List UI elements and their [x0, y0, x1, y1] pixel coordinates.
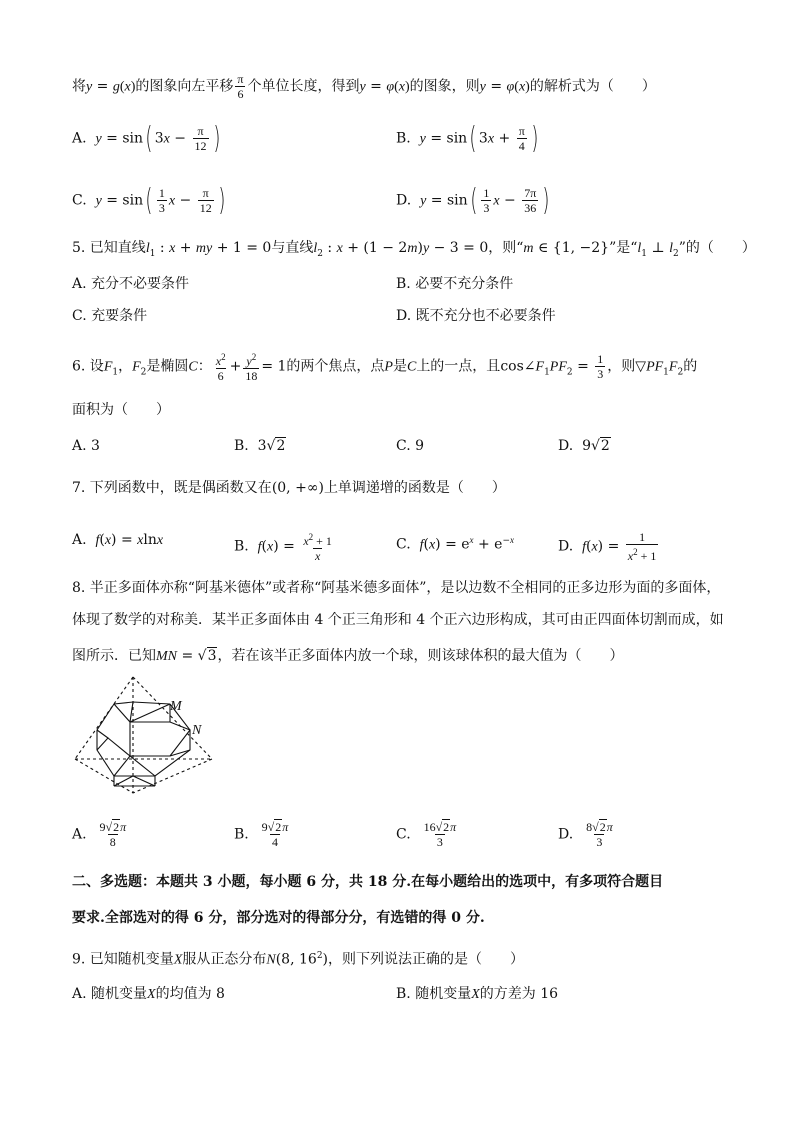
- q8-option-d[interactable]: D. $\frac{8√2\pi}{3}$: [558, 820, 613, 849]
- intro-mid1: 的图象向左平移: [135, 78, 234, 95]
- option-label: B.: [234, 438, 249, 454]
- question-6-stem: 6. 设$F_1$，$F_2$是椭圆C： $\frac{x^2}{6}$ + $\frac{y^2}{18}$ = 1的两个焦点，点P是C上的一点，且$\cos\angle F_1PF_2$ = $\frac{1}{3}$ ，则$▽PF_1F_2$的: [72, 352, 698, 383]
- q6-stem-pre: 6. 设: [72, 358, 104, 375]
- label-n: N: [192, 723, 202, 738]
- q7-option-a[interactable]: A. f(x) = xlnx: [72, 532, 164, 548]
- question-4-stem: 将y = g(x)的图象向左平移 $\frac{\pi}{6}$ 个单位长度，得到y = φ(x)的图象，则y = φ(x)的解析式为（ ）: [72, 72, 656, 101]
- q6-stem-mid2: 的两个焦点，点: [286, 358, 385, 375]
- section-2-heading-line2: 要求.全部选对的得 6 分，部分选对的得部分分，有选错的得 0 分.: [72, 910, 485, 926]
- q9-stem-pre: 9. 已知随机变量: [72, 951, 174, 968]
- q4-option-b[interactable]: B. y = sin( 3x + $\frac{\pi}{4}$ ): [396, 120, 539, 156]
- q6-stem-line2: 面积为（ ）: [72, 402, 170, 418]
- q4-option-d[interactable]: D. y = sin( $\frac{1}{3}$ x − $\frac{7\pi}{36}$ ): [396, 182, 550, 218]
- option-label: C.: [72, 192, 87, 209]
- intro-mid3: 的图象，则: [409, 78, 480, 95]
- q8-option-a[interactable]: A. $\frac{9√2\pi}{8}$: [72, 820, 127, 849]
- q6-option-c[interactable]: C. 9: [396, 438, 425, 454]
- option-label: A.: [72, 826, 87, 843]
- question-7-stem: 7. 下列函数中，既是偶函数又在(0, +∞)上单调递增的函数是（ ）: [72, 480, 506, 496]
- q9-opt-b-pre: B. 随机变量: [396, 986, 472, 1002]
- q6-option-d[interactable]: D. 9√2: [558, 438, 610, 454]
- label-m: M: [170, 699, 182, 714]
- option-label: B.: [396, 130, 411, 147]
- question-9-stem: 9. 已知随机变量X服从正态分布N(8, $16^2$)，则下列说法正确的是（ ）: [72, 951, 525, 968]
- q5-option-a[interactable]: A. 充分不必要条件: [72, 276, 190, 292]
- q8-option-b[interactable]: B. $\frac{9√2\pi}{4}$: [234, 820, 289, 849]
- q8-line3-post: ，若在该半正多面体内放一个球，则该球体积的最大值为（ ）: [217, 648, 624, 664]
- q8-line-2: 体现了数学的对称美．某半正多面体由 4 个正三角形和 4 个正六边形构成，其可由正四面体切割而成，如: [72, 612, 724, 628]
- q4-option-c[interactable]: C. y = sin( $\frac{1}{3}$ x − $\frac{\pi}{12}$ ): [72, 182, 226, 218]
- q8-line-1: 8. 半正多面体亦称“阿基米德体”或者称“阿基米德多面体”，是以边数不全相同的正多边形为面的多面体，: [72, 580, 721, 596]
- q6-option-a[interactable]: A. 3: [72, 438, 100, 454]
- q9-opt-b-post: 的方差为 16: [479, 986, 559, 1002]
- q6-stem-post: 的: [683, 358, 698, 375]
- q9-option-a[interactable]: A. 随机变量X的均值为 8: [72, 986, 225, 1002]
- q5-stem-pre: 5. 已知直线: [72, 240, 146, 256]
- q5-stem-post1: ，则“: [488, 240, 524, 256]
- q7-option-b[interactable]: B. f(x) = $\frac{x^2 + 1}{x}$: [234, 532, 332, 563]
- q9-opt-a-pre: A. 随机变量: [72, 986, 148, 1002]
- option-label: D.: [558, 438, 574, 454]
- q5-option-c[interactable]: C. 充要条件: [72, 308, 148, 324]
- q7-stem-pre: 7. 下列函数中，既是偶函数又在: [72, 480, 272, 496]
- q9-stem-post: ，则下列说法正确的是（ ）: [328, 951, 525, 968]
- q6-stem-mid1: 是椭圆: [146, 358, 189, 375]
- option-label: B.: [234, 538, 249, 555]
- option-label: C.: [396, 536, 411, 553]
- truncated-tetrahedron-figure: [70, 672, 220, 796]
- option-label: D.: [558, 538, 574, 555]
- q6-stem-mid4: 上的一点，且: [416, 358, 501, 375]
- q9-opt-a-post: 的均值为 8: [155, 986, 225, 1002]
- q9-option-b[interactable]: B. 随机变量X的方差为 16: [396, 986, 559, 1002]
- q7-stem-post: 上单调递增的函数是（ ）: [323, 480, 506, 496]
- option-label: D.: [396, 192, 412, 209]
- q5-stem-post2: ”是“: [609, 240, 638, 256]
- q5-option-d[interactable]: D. 既不充分也不必要条件: [396, 308, 556, 324]
- q6-stem-mid5: ，则: [607, 358, 636, 375]
- question-5-stem: 5. 已知直线$l_1$ : x + my + 1 = 0与直线$l_2$ : x + (1 − 2m)y − 3 = 0，则“m ∈ {1, −2}”是“$l_1$ ⊥ $l_2$”的（ ）: [72, 240, 756, 259]
- q4-option-a[interactable]: A. y = sin( 3x − $\frac{\pi}{12}$ ): [72, 120, 220, 156]
- q5-stem-post3: ”的（ ）: [678, 240, 756, 256]
- q8-line3-pre: 图所示．已知: [72, 648, 156, 664]
- section-2-heading-line1: 二、多选题：本题共 3 小题，每小题 6 分，共 18 分.在每小题给出的选项中，有多项符合题目: [72, 874, 664, 890]
- option-label: B.: [234, 826, 249, 843]
- q5-option-b[interactable]: B. 必要不充分条件: [396, 276, 514, 292]
- q7-option-d[interactable]: D. f(x) = $\frac{1}{x^2 + 1}$: [558, 530, 657, 563]
- q6-stem-mid3: 是: [392, 358, 407, 375]
- q8-line-3: 图所示．已知MN = √3，若在该半正多面体内放一个球，则该球体积的最大值为（ ）: [72, 648, 624, 664]
- intro-post: 的解析式为（ ）: [529, 78, 656, 95]
- q8-option-c[interactable]: C. $\frac{16√2\pi}{3}$: [396, 820, 457, 849]
- intro-pre: 将: [72, 78, 86, 95]
- q6-option-b[interactable]: B. 3√2: [234, 438, 286, 454]
- q5-stem-mid: 与直线: [271, 240, 314, 256]
- option-label: A.: [72, 130, 87, 147]
- q7-option-c[interactable]: C. $f(x) = e^x + e^{-x}$: [396, 535, 515, 553]
- option-label: D.: [558, 826, 574, 843]
- option-label: A.: [72, 532, 87, 548]
- option-label: C.: [396, 826, 411, 843]
- intro-mid2: 个单位长度，得到: [247, 78, 360, 95]
- q9-stem-mid: 服从正态分布: [182, 951, 267, 968]
